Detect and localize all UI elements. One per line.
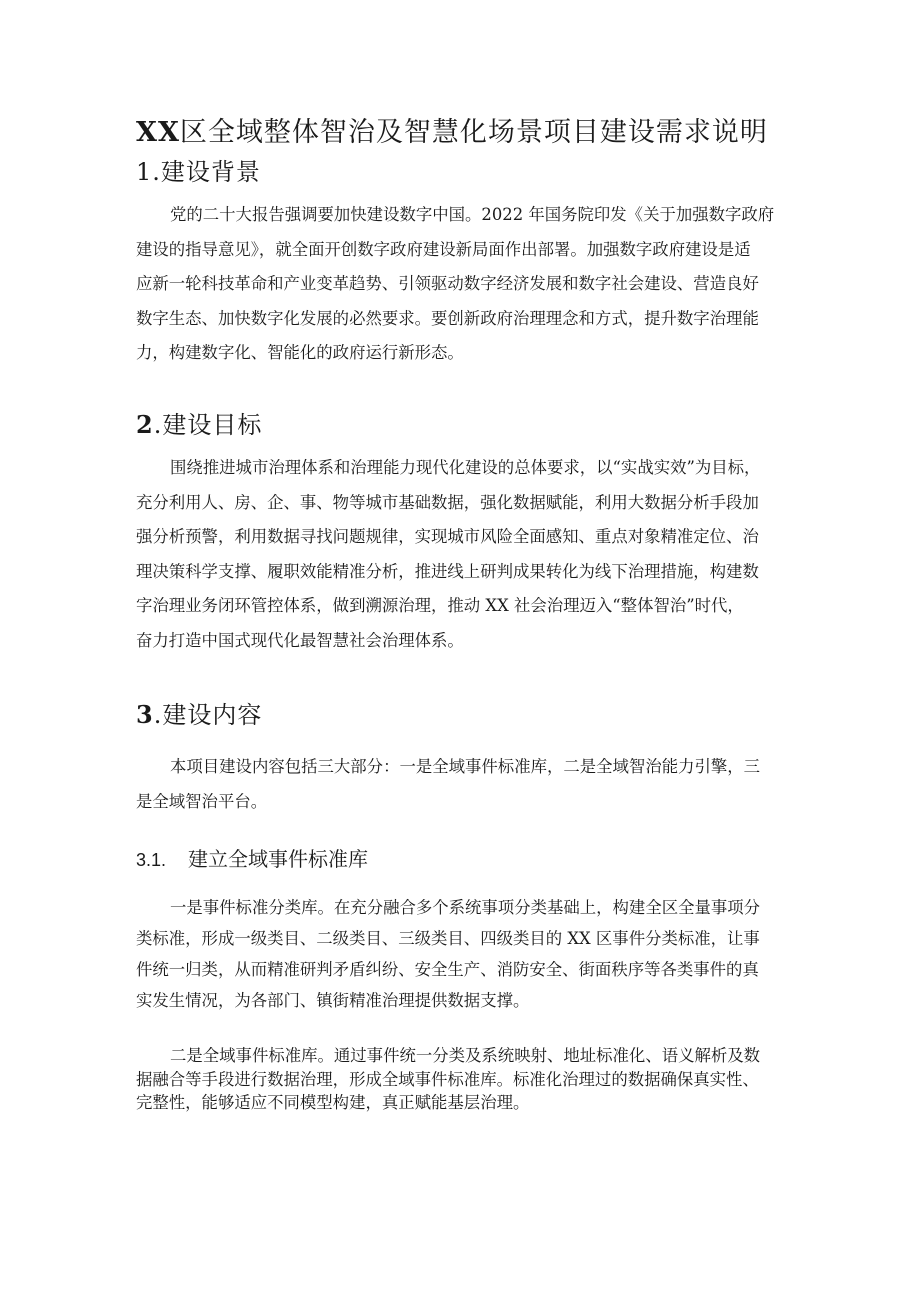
subsection-3-1-title: 建立全域事件标准库 (188, 847, 368, 871)
subsection-paragraph-1 (136, 892, 788, 1016)
paragraph-line: 奋力打造中国式现代化最智慧社会治理体系。 (136, 630, 464, 650)
paragraph-line: 党的二十大报告强调要加快建设数字中国。2022 年国务院印发《关于加强数字政府 (170, 205, 775, 224)
paragraph-line: 一是事件标准分类库。在充分融合多个系统事项分类基础上，构建全区全量事项分 (170, 898, 761, 917)
paragraph-line: 力，构建数字化、智能化的政府运行新形态。 (136, 343, 464, 362)
paragraph-line: 应新一轮科技革命和产业变革趋势、引领驱动数字经济发展和数字社会建设、营造良好 (136, 274, 759, 293)
paragraph-line: 建设的指导意见》，就全面开创数字政府建设新局面作出部署。加强数字政府建设是适 (136, 239, 751, 259)
paragraph-line: 围绕推进城市治理体系和治理能力现代化建设的总体要求，以“实战实效”为目标， (170, 458, 761, 477)
section-2-heading (136, 405, 262, 440)
paragraph-line: 完整性，能够适应不同模型构建，真正赋能基层治理。 (136, 1093, 530, 1112)
section-3-number: 3 (136, 700, 154, 729)
subsection-3-1-number: 3.1. (136, 850, 167, 870)
section-3-paragraph (136, 750, 788, 819)
paragraph-line: 类标准，形成一级类目、二级类目、三级类目、四级类目的 XX 区事件分类标准，让事 (136, 929, 760, 948)
subsection-3-1-heading (136, 843, 368, 872)
paragraph-line: 二是全域事件标准库。通过事件统一分类及系统映射、地址标准化、语义解析及数 (170, 1046, 761, 1065)
section-1-paragraph (136, 198, 788, 371)
section-1-number: 1. (136, 158, 161, 186)
section-2-number: 2 (136, 410, 154, 439)
paragraph-line: 充分利用人、房、企、事、物等城市基础数据，强化数据赋能，利用大数据分析手段加 (136, 492, 759, 512)
title-text: 区全域整体智治及智慧化场景项目建设需求说明 (179, 117, 768, 148)
paragraph-line: 据融合等手段进行数据治理，形成全域事件标准库。标准化治理过的数据确保真实性、 (136, 1069, 759, 1089)
section-2-title: .建设目标 (153, 411, 263, 439)
paragraph-line: 件统一归类，从而精准研判矛盾纠纷、安全生产、消防安全、街面秩序等各类事件的真 (136, 960, 759, 979)
paragraph-line: 本项目建设内容包括三大部分：一是全域事件标准库，二是全域智治能力引擎，三 (170, 757, 761, 776)
paragraph-line: 理决策科学支撑、履职效能精准分析，推进线上研判成果转化为线下治理措施，构建数 (136, 561, 759, 581)
subsection-paragraph-2 (136, 1044, 788, 1115)
paragraph-line: 数字生态、加快数字化发展的必然要求。要创新政府治理理念和方式，提升数字治理能 (136, 308, 759, 328)
document-title (136, 110, 768, 149)
title-prefix: XX (136, 117, 180, 148)
section-1-heading (136, 152, 261, 187)
paragraph-line: 字治理业务闭环管控体系，做到溯源治理，推动 XX 社会治理迈入“整体智治”时代， (136, 596, 744, 615)
paragraph-line: 是全域智治平台。 (136, 791, 268, 811)
section-2-paragraph (136, 451, 788, 658)
section-3-heading (136, 695, 262, 730)
section-3-title: .建设内容 (153, 701, 263, 729)
paragraph-line: 实发生情况，为各部门、镇街精准治理提供数据支撑。 (136, 991, 530, 1010)
section-1-title: 建设背景 (160, 158, 261, 186)
paragraph-line: 强分析预警，利用数据寻找问题规律，实现城市风险全面感知、重点对象精准定位、治 (136, 527, 759, 546)
